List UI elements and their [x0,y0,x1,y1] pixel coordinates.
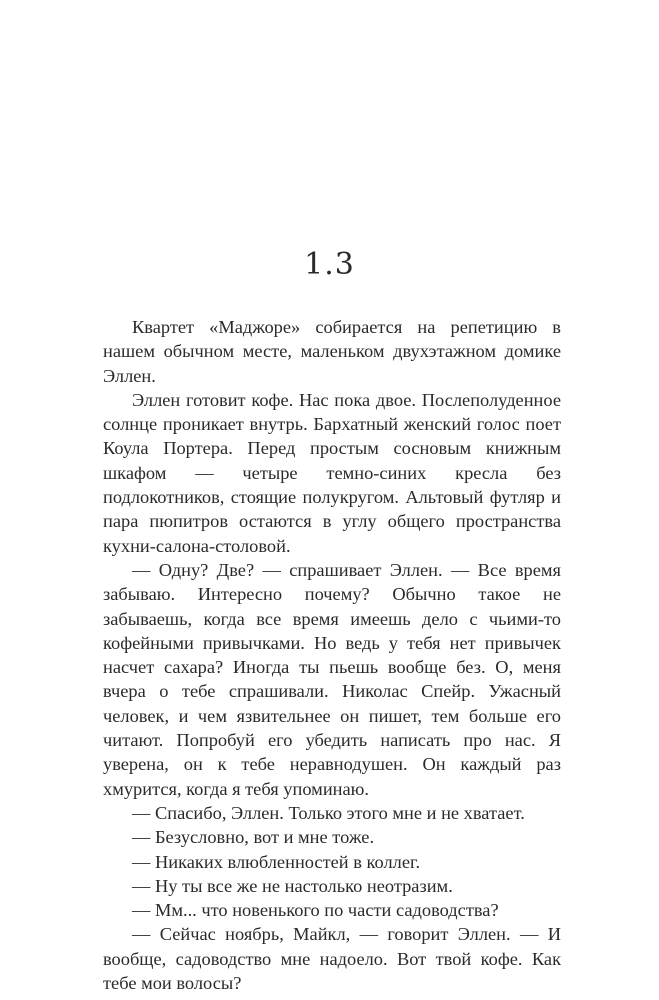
paragraph: — Мм... что новенького по части садоводства? [132,900,499,921]
paragraph: — Безусловно, вот и мне тоже. [132,827,375,848]
paragraph: — Никаких влюбленностей в коллег. [132,851,421,872]
chapter-body [103,315,561,995]
paragraph: — Ну ты все же не настолько неотразим. [132,875,453,896]
paragraph: — Сейчас ноябрь, Майкл, — говорит Эллен. — И вообще, садоводство мне надоело. Вот твой кофе. Как тебе мои волосы? [103,924,561,994]
chapter-number: 1.3 [304,247,355,282]
paragraph: Квартет «Маджоре» собирается на репетицию в нашем обычном месте, маленьком двухэтажном домике Эллен. [103,317,561,386]
paragraph: Эллен готовит кофе. Нас пока двое. Послеполуденное солнце проникает внутрь. Бархатный женский голос поет Коула Портера. Перед простым сосновым книжным шкафом — четыре темно-синих кресла без подлокотников, стоящие полукругом. Альтовый футляр и пара пюпитров остаются в углу общего пространства кухни-салона-столовой. [103,389,561,556]
paragraph: — Спасибо, Эллен. Только этого мне и не хватает. [132,802,525,823]
paragraph: — Одну? Две? — спрашивает Эллен. — Все время забываю. Интересно почему? Обычно такое не забываешь, когда все время имеешь дело с чьими-то кофейными привычками. Но ведь у тебя нет привычек насчет сахара? Иногда ты пьешь вообще без. О, меня вчера о тебе спрашивали. Николас Спейр. Ужасный человек, и чем язвительнее он пишет, тем больше его читают. Попробуй его убедить написать про нас. Я уверена, он к тебе неравнодушен. Он каждый раз хмурится, когда я тебя упоминаю. [103,559,561,799]
